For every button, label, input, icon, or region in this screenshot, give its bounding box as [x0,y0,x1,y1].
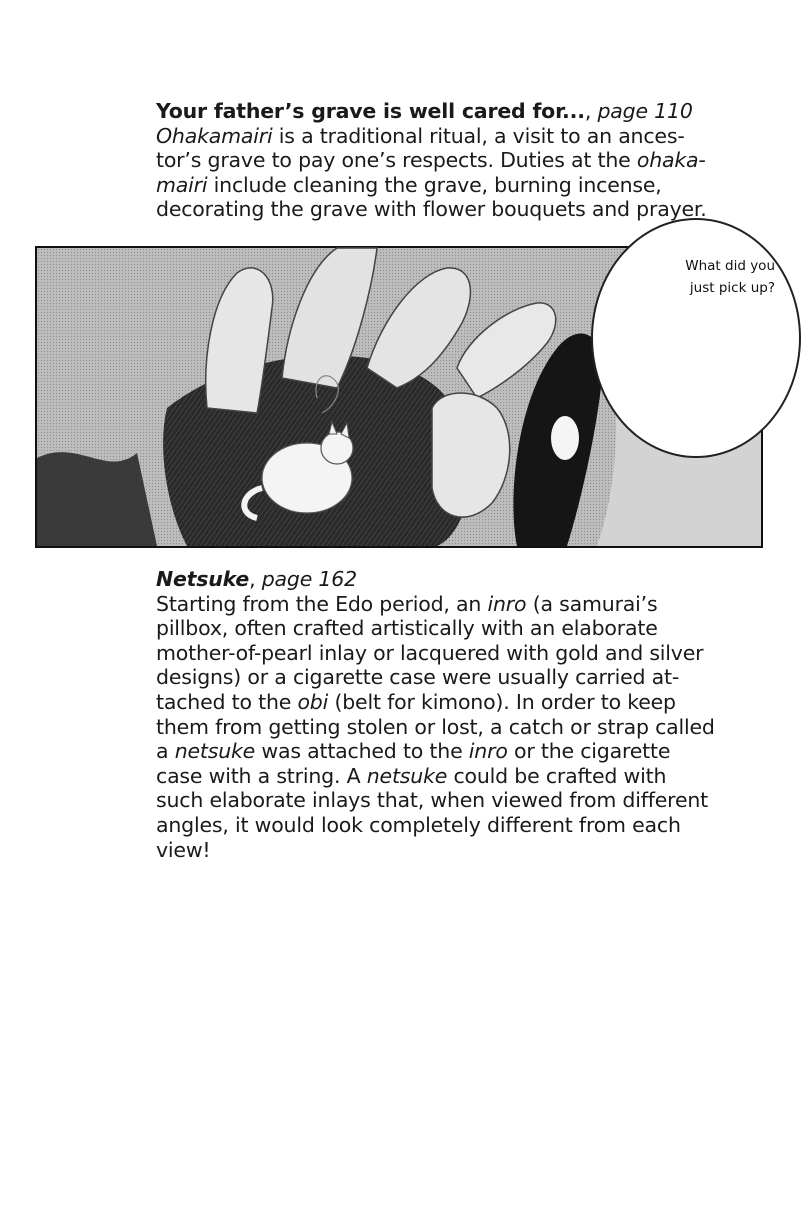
note-ohakamairi [156,99,756,222]
note-body-line [156,148,756,173]
italic-term: mairi [156,172,208,197]
text-run: could be crafted with [447,763,667,788]
text-run: decorating the grave with flower bouquets and prayer. [156,197,707,222]
text-run: tached to the [156,689,298,714]
note-body-line [156,665,756,690]
note-body-line [156,616,756,641]
note-heading: Netsuke, page 162 [156,567,357,591]
italic-term: inro [487,591,527,616]
speech-bubble [591,218,801,458]
text-run: include cleaning the grave, burning incense, [207,172,662,197]
note-body-line [156,813,756,838]
note-term: Netsuke [156,567,250,591]
italic-term: inro [468,739,508,764]
eye-highlight [551,416,579,460]
note-body-line [156,592,756,617]
note-body-line [156,715,756,740]
note-body-line [156,641,756,666]
text-run: (belt for kimono). In order to keep [328,689,676,714]
note-body-line [156,173,756,198]
note-page-ref: page 162 [261,567,357,591]
italic-term: ohaka- [636,148,706,173]
text-run: (a samurai’s [526,591,658,616]
text-run: view! [156,837,211,862]
italic-term: obi [297,689,329,714]
note-body-line [156,838,756,863]
note-netsuke [156,567,756,862]
text-run: designs) or a cigarette case were usually carried at- [156,665,680,690]
note-body-line [156,690,756,715]
text-run: a [156,739,175,764]
text-run: was attached to the [255,739,469,764]
italic-term: netsuke [366,763,448,788]
note-body-line [156,197,756,222]
text-run: is a traditional ritual, a visit to an ances- [272,123,685,148]
note-heading: Your father’s grave is well cared for..., page 110 [156,99,693,123]
note-body [156,592,756,863]
speech-text [645,255,775,299]
note-body [156,124,756,222]
italic-term: Ohakamairi [156,123,273,148]
text-run: tor’s grave to pay one’s respects. Duties at the [156,148,637,173]
italic-term: netsuke [174,739,256,764]
text-run: or the cigarette [507,739,671,764]
text-run: case with a string. A [156,763,367,788]
speech-line: What did you [685,258,775,274]
text-run: angles, it would look completely different from each [156,812,681,837]
text-run: them from getting stolen or lost, a catch or strap called [156,714,715,739]
speech-line: just pick up? [689,280,775,296]
text-run: mother-of-pearl inlay or lacquered with gold and silver [156,640,704,665]
dark-sleeve-left [37,452,157,546]
note-body-line [156,739,756,764]
text-run: such elaborate inlays that, when viewed from different [156,788,708,813]
manga-panel [35,246,775,548]
note-body-line [156,764,756,789]
text-run: pillbox, often crafted artistically with an elaborate [156,616,658,641]
note-body-line [156,124,756,149]
text-run: Starting from the Edo period, an [156,591,488,616]
note-term: Your father’s grave is well cared for... [156,99,585,123]
note-body-line [156,788,756,813]
note-page-ref: page 110 [597,99,693,123]
